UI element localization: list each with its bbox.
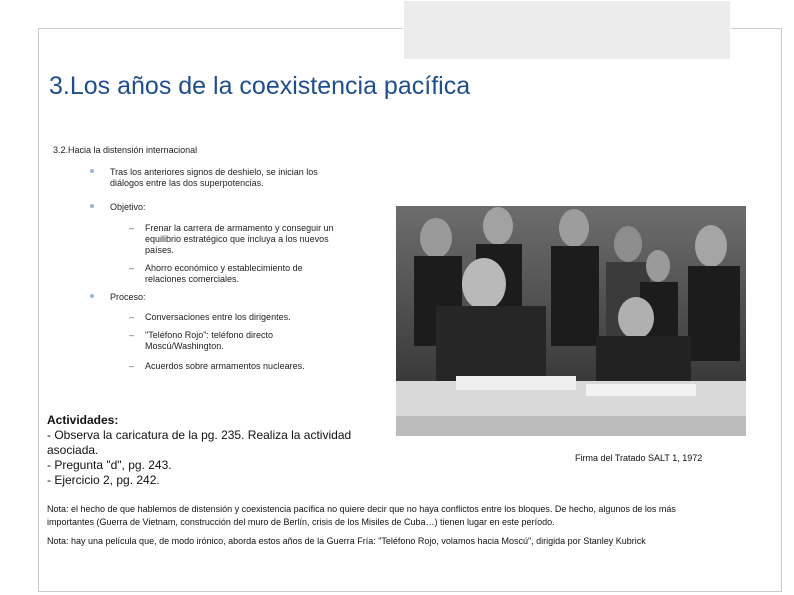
slide-subtitle: 3.2.Hacia la distensión internacional <box>53 145 198 155</box>
note-conflicts: Nota: el hecho de que hablemos de distensión y coexistencia pacífica no quiere decir que no haya conflictos entre los bloques. De hecho, algunos de los más importantes (Guerra de Vietnam, construcción del muro de Berlín, crisis de los Misiles de Cuba…) tienen lugar en este período. <box>47 504 676 527</box>
bullet-text: Tras los anteriores signos de deshielo, se inician los diálogos entre las dos superpotencias. <box>110 167 318 188</box>
bullet-text: Proceso: <box>110 292 146 302</box>
bullet-icon <box>90 294 94 298</box>
dash-icon: – <box>129 263 135 273</box>
decorative-header-box <box>403 0 731 60</box>
sub-bullet-item <box>129 263 345 285</box>
sub-bullet-item <box>129 312 345 323</box>
bullet-item <box>110 202 350 213</box>
salt-treaty-photo <box>396 206 746 436</box>
sub-bullet-text: "Teléfono Rojo": teléfono directo Moscú/Washington. <box>145 330 273 351</box>
dash-icon: – <box>129 223 135 233</box>
bullet-icon <box>90 204 94 208</box>
sub-bullet-item <box>129 361 345 372</box>
bullet-item <box>110 167 350 189</box>
activities-block <box>47 413 377 488</box>
photo-caption: Firma del Tratado SALT 1, 1972 <box>575 453 703 463</box>
sub-bullet-item <box>129 223 345 256</box>
photo-illustration <box>396 206 746 436</box>
activity-line: - Ejercicio 2, pg. 242. <box>47 473 160 487</box>
activities-heading: Actividades: <box>47 413 119 427</box>
note-film: Nota: hay una película que, de modo irónico, aborda estos años de la Guerra Fría: "Teléfono Rojo, volamos hacia Moscú", dirigida por Stanley Kubrick <box>47 536 646 546</box>
bullet-text: Objetivo: <box>110 202 146 212</box>
dash-icon: – <box>129 361 135 371</box>
dash-icon: – <box>129 330 135 340</box>
sub-bullet-item <box>129 330 345 352</box>
bullet-icon <box>90 169 94 173</box>
sub-bullet-text: Frenar la carrera de armamento y conseguir un equilibrio estratégico que incluya a los nuevos países. <box>145 223 334 255</box>
sub-bullet-text: Acuerdos sobre armamentos nucleares. <box>145 361 305 371</box>
bullet-item <box>110 292 350 303</box>
dash-icon: – <box>129 312 135 322</box>
activity-line: - Observa la caricatura de la pg. 235. Realiza la actividad asociada. <box>47 428 352 457</box>
sub-bullet-text: Conversaciones entre los dirigentes. <box>145 312 291 322</box>
slide-title: 3.Los años de la coexistencia pacífica <box>49 72 471 100</box>
sub-bullet-text: Ahorro económico y establecimiento de relaciones comerciales. <box>145 263 303 284</box>
activity-line: - Pregunta "d", pg. 243. <box>47 458 172 472</box>
